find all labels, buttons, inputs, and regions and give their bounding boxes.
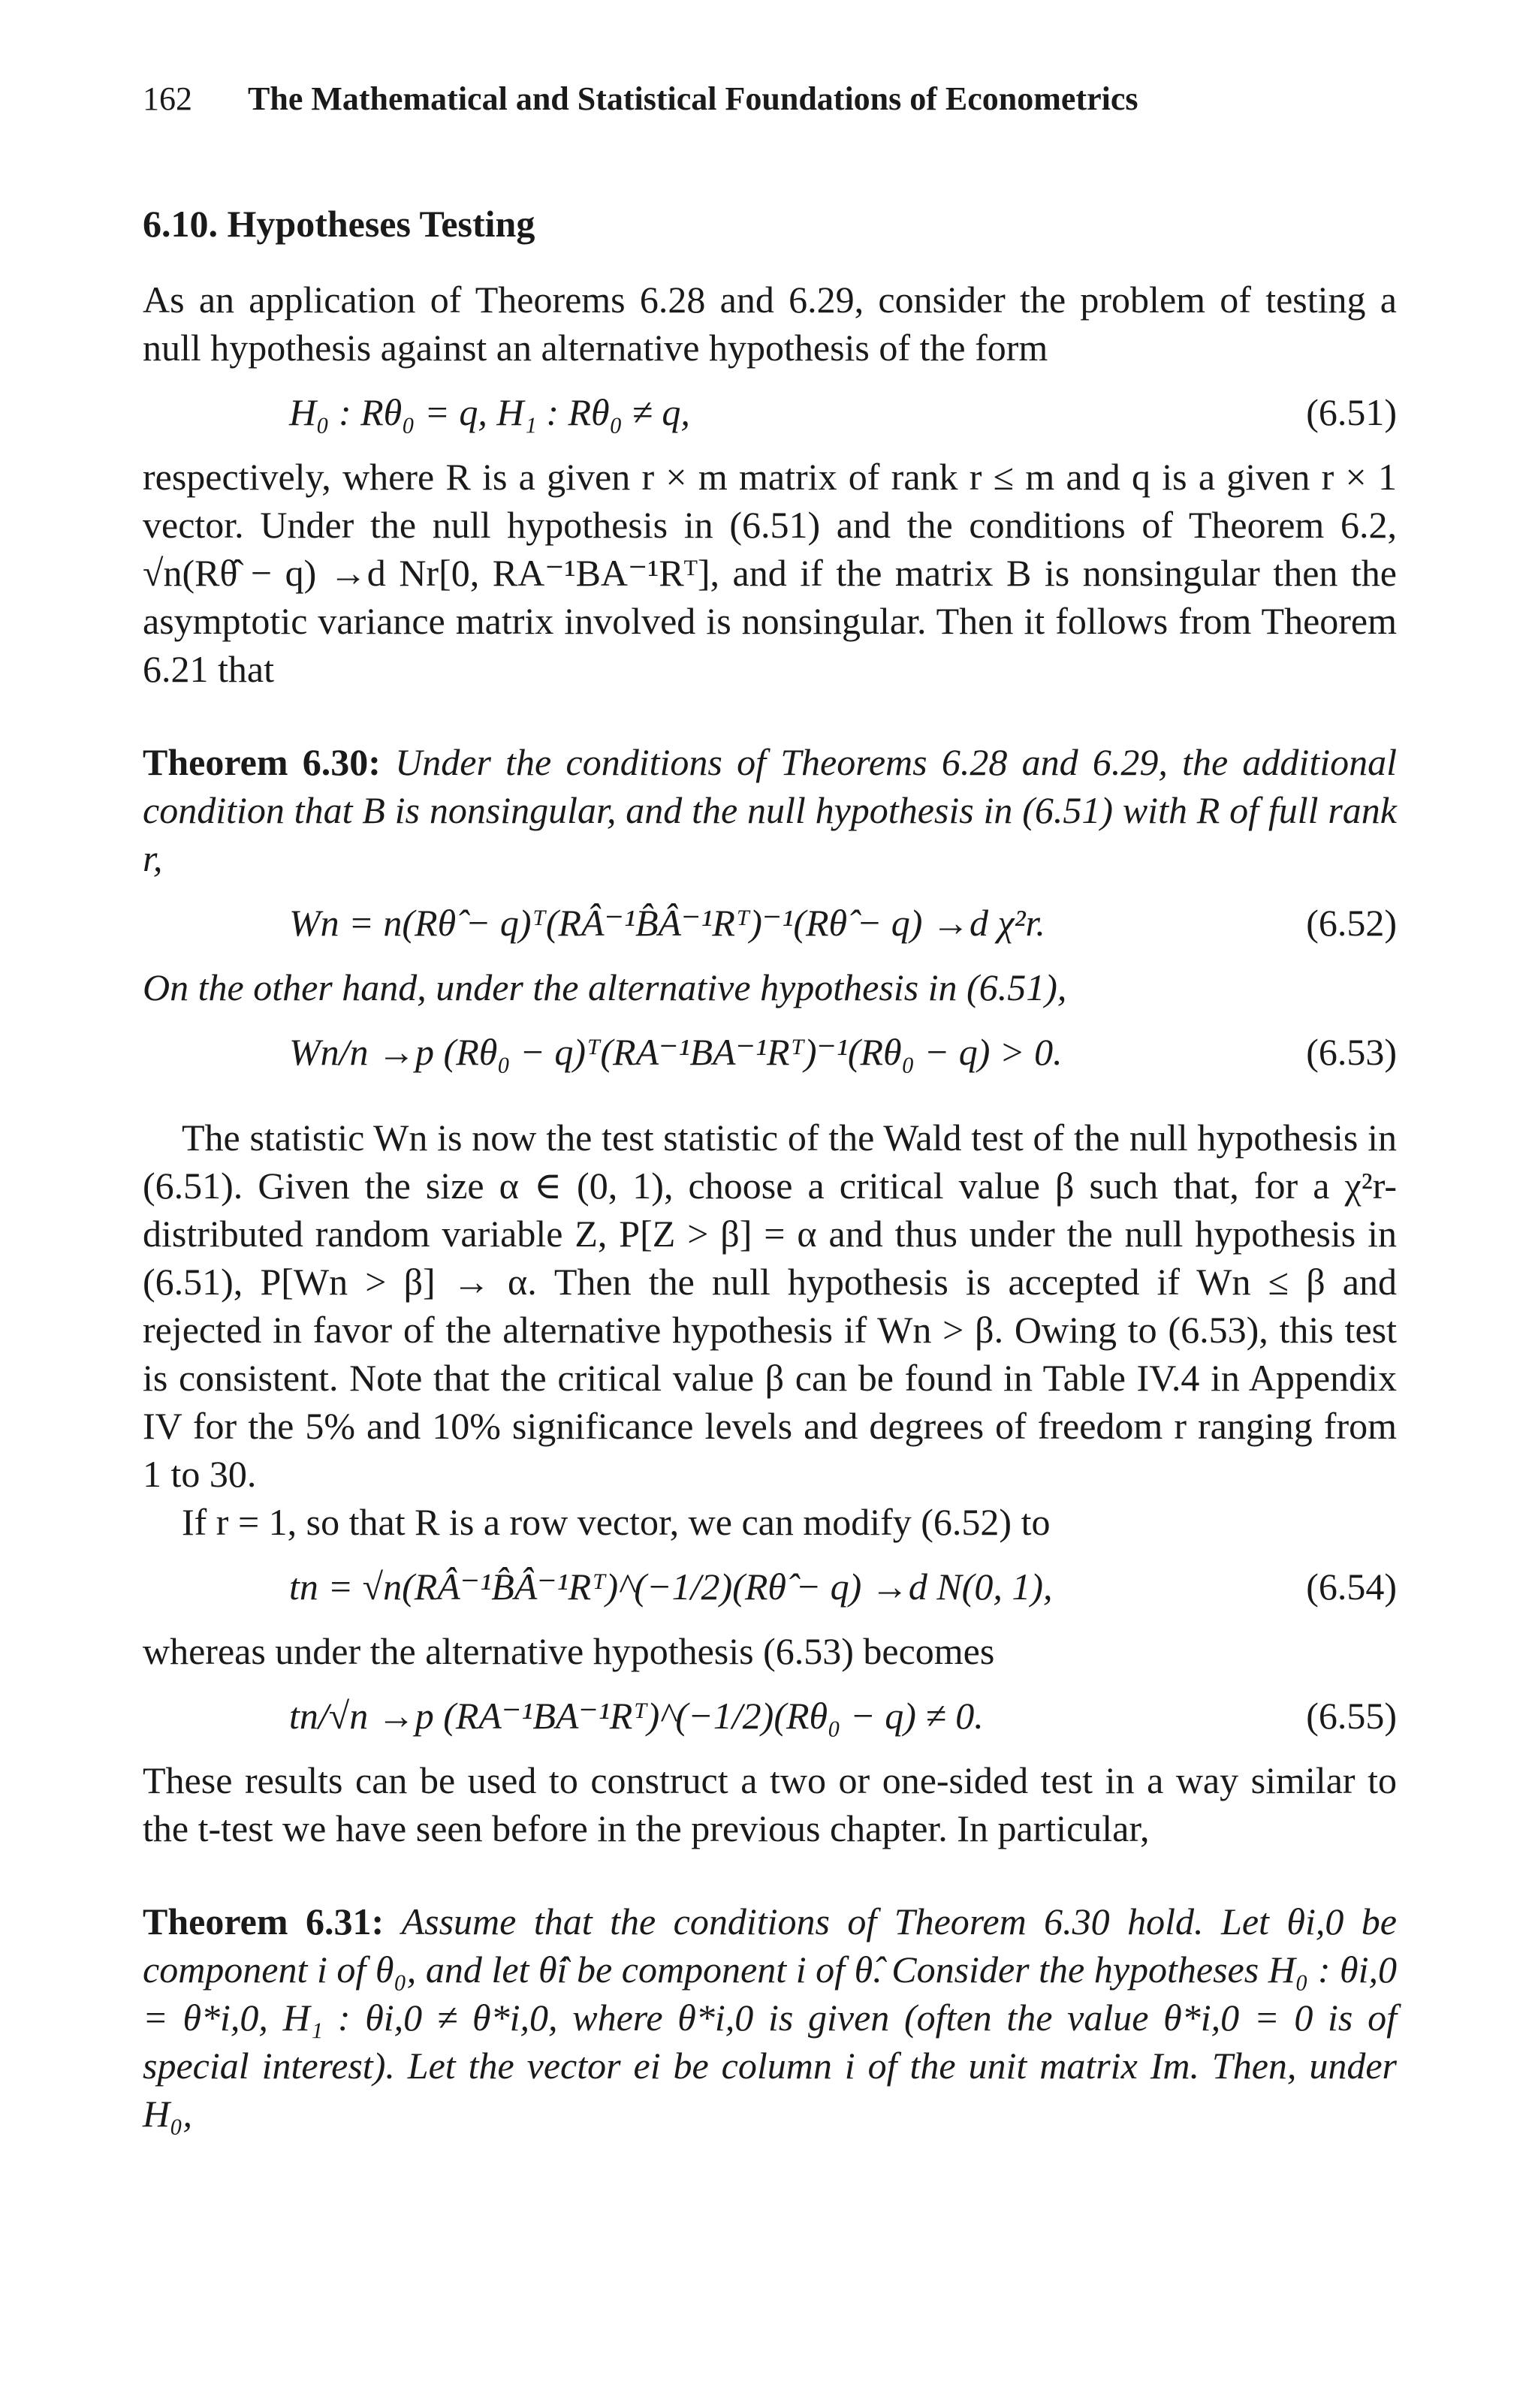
whereas-paragraph: whereas under the alternative hypothesis (6.53) becomes bbox=[143, 1630, 995, 1672]
alternative-hypothesis-text: On the other hand, under the alternative hypothesis in (6.51), bbox=[143, 966, 1067, 1008]
equation-tag: (6.55) bbox=[1306, 1695, 1397, 1737]
equation-6-54 bbox=[143, 1563, 1397, 1611]
spacer bbox=[143, 1092, 1397, 1114]
theorem-statement: Under the conditions of Theorems 6.28 and 6.29, the additional condition that B is nonsingular, and the null hypothesis in (6.51) with R of full rank r, bbox=[143, 741, 1398, 879]
equation-tag: (6.53) bbox=[1306, 1031, 1397, 1073]
equation-body: H₀ : Rθ₀ = q, H₁ : Rθ₀ ≠ q, bbox=[289, 391, 690, 433]
t-test-paragraph: These results can be used to construct a two or one-sided test in a way similar to the t-test we have seen before in the previous chapter. In particular, bbox=[143, 1759, 1397, 1849]
equation-6-55 bbox=[143, 1692, 1397, 1740]
equation-6-53 bbox=[143, 1028, 1397, 1076]
equation-6-51 bbox=[143, 388, 1397, 436]
running-title: The Mathematical and Statistical Foundations of Econometrics bbox=[248, 80, 1138, 117]
theorem-label: Theorem 6.30: bbox=[143, 741, 381, 783]
theorem-6-30 bbox=[143, 738, 1397, 882]
theorem-statement: Assume that the conditions of Theorem 6.30 hold. Let θi,0 be component i of θ₀, and let θ̂i be component i of θ̂. Consider the hypotheses H₀ : θi,0 = θ*i,0, H₁ : θi,0 ≠ θ*i,0, where θ*i,0 is given (often the value θ*i,0 = 0 is of special interest). Let the vector ei be column i of the unit matrix Im. Then, under H₀, bbox=[143, 1900, 1397, 2135]
book-page bbox=[143, 80, 1398, 2138]
row-vector-paragraph: If r = 1, so that R is a row vector, we can modify (6.52) to bbox=[182, 1501, 1051, 1543]
running-header bbox=[143, 80, 1397, 117]
paragraph-after-6-51: respectively, where R is a given r × m matrix of rank r ≤ m and q is a given r × 1 vector. Under the null hypothesis in (6.51) and the conditions of Theorem 6.2, √n(Rθ̂ − q) →d Nr[0, RA⁻¹BA⁻¹Rᵀ], and if the matrix B is nonsingular then the asymptotic variance matrix involved is nonsingular. Then it follows from Theorem 6.21 that bbox=[143, 456, 1397, 690]
wald-test-paragraph: The statistic Wn is now the test statistic of the Wald test of the null hypothesis in (6.51). Given the size α ∈ (0, 1), choose a critical value β such that, for a χ²r-distributed random variable Z, P[Z > β] = α and thus under the null hypothesis in (6.51), P[Wn > β] → α. Then the null hypothesis is accepted if Wn ≤ β and rejected in favor of the alternative hypothesis if Wn > β. Owing to (6.53), this test is consistent. Note that the critical value β can be found in Table IV.4 in Appendix IV for the 5% and 10% significance levels and degrees of freedom r ranging from 1 to 30. bbox=[143, 1117, 1397, 1495]
intro-paragraph: As an application of Theorems 6.28 and 6.29, consider the problem of testing a null hypothesis against an alternative hypothesis of the form bbox=[143, 279, 1397, 369]
equation-6-52 bbox=[143, 899, 1397, 947]
equation-body: tn/√n →p (RA⁻¹BA⁻¹Rᵀ)^(−1/2)(Rθ₀ − q) ≠ 0. bbox=[289, 1695, 984, 1737]
equation-tag: (6.52) bbox=[1306, 902, 1397, 944]
page-number: 162 bbox=[143, 80, 192, 117]
equation-body: tn = √n(RÂ⁻¹B̂Â⁻¹Rᵀ)^(−1/2)(Rθ̂ − q) →d N(0, 1), bbox=[289, 1566, 1053, 1608]
theorem-6-31 bbox=[143, 1897, 1397, 2138]
equation-body: Wn = n(Rθ̂ − q)ᵀ(RÂ⁻¹B̂Â⁻¹Rᵀ)⁻¹(Rθ̂ − q) →d χ²r. bbox=[289, 902, 1045, 944]
section-heading: 6.10. Hypotheses Testing bbox=[143, 203, 535, 245]
equation-tag: (6.51) bbox=[1306, 391, 1397, 433]
theorem-label: Theorem 6.31: bbox=[143, 1900, 384, 1942]
equation-tag: (6.54) bbox=[1306, 1566, 1397, 1608]
equation-body: Wn/n →p (Rθ₀ − q)ᵀ(RA⁻¹BA⁻¹Rᵀ)⁻¹(Rθ₀ − q) > 0. bbox=[289, 1031, 1063, 1073]
